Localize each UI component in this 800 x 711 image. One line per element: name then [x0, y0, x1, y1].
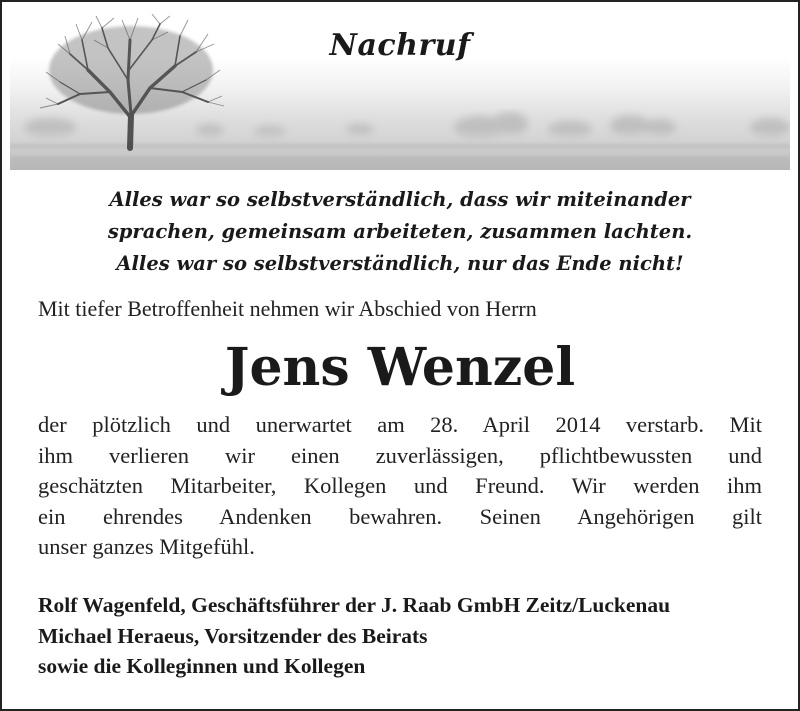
motto-line: Alles war so selbstverständlich, dass wir miteinander — [109, 188, 691, 211]
signature-line: sowie die Kolleginnen und Kollegen — [38, 654, 366, 678]
signature-line: Rolf Wagenfeld, Geschäftsführer der J. Raab GmbH Zeitz/Luckenau — [38, 593, 671, 617]
motto-line: Alles war so selbstverständlich, nur das Ende nicht! — [116, 252, 684, 275]
banner-title: Nachruf — [329, 28, 471, 63]
intro-text: Mit tiefer Betroffenheit nehmen wir Abschied von Herrn — [38, 296, 537, 321]
body-line: ein ehrendes Andenken bewahren. Seinen Angehörigen gilt — [38, 503, 762, 529]
motto-line: sprachen, gemeinsam arbeiteten, zusammen lachten. — [107, 220, 693, 243]
body-text — [38, 410, 762, 563]
motto — [0, 184, 800, 280]
body-line: unser ganzes Mitgefühl. — [38, 534, 255, 559]
body-line: ihm verlieren wir einen zuverlässigen, pflichtbewussten und — [38, 442, 762, 468]
body-line: der plötzlich und unerwartet am 28. April 2014 verstarb. Mit — [38, 412, 762, 437]
banner — [10, 10, 790, 170]
body-line: geschätzten Mitarbeiter, Kollegen und Freund. Wir werden ihm — [38, 473, 762, 498]
signature-line: Michael Heraeus, Vorsitzender des Beirats — [38, 623, 428, 648]
signatures — [38, 590, 778, 682]
deceased-name: Jens Wenzel — [224, 337, 576, 398]
